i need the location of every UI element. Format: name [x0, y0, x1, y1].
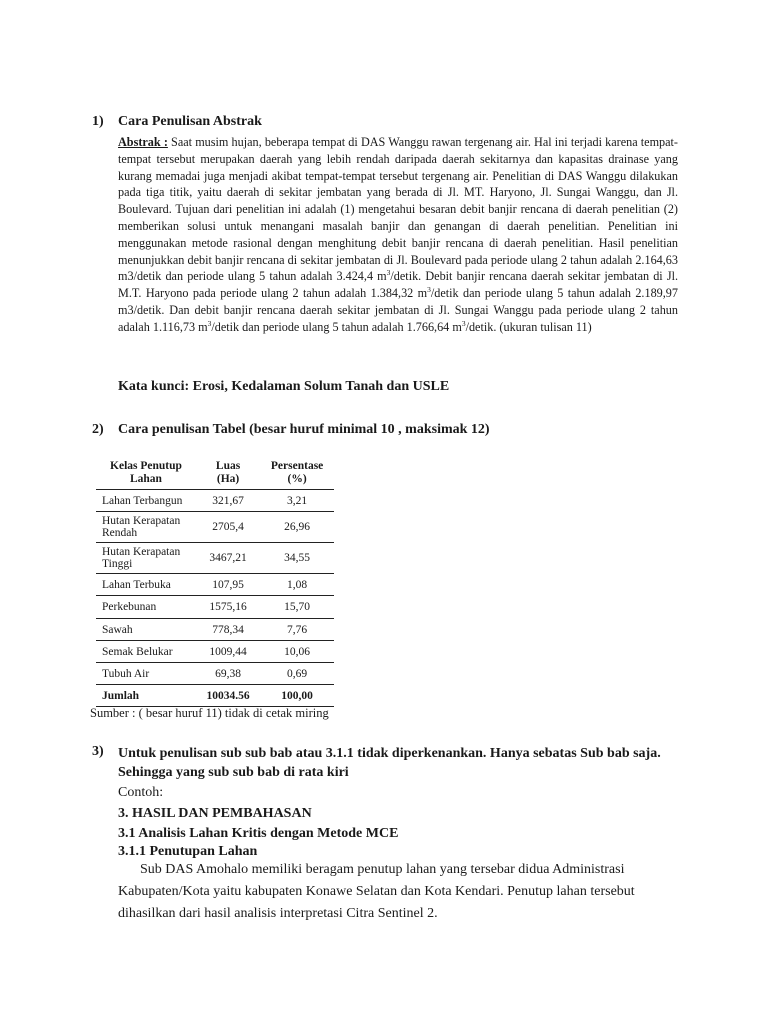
table-row [96, 663, 334, 685]
table-row [96, 543, 334, 574]
table-cell: 10034.56 [196, 685, 260, 707]
heading-subsubchapter: 3.1.1 Penutupan Lahan [118, 844, 258, 859]
table-cell: Perkebunan [96, 596, 196, 619]
table-cell: Tubuh Air [96, 663, 196, 685]
table-cell: 15,70 [260, 596, 334, 619]
table-cell: 778,34 [196, 619, 260, 641]
superscript: 3 [207, 318, 212, 328]
table-cell: Jumlah [96, 685, 196, 707]
table-cell: 26,96 [260, 512, 334, 543]
table-row [96, 574, 334, 596]
table-cell: 10,06 [260, 641, 334, 663]
superscript: 3 [427, 285, 431, 295]
section-1-title: Cara Penulisan Abstrak [118, 114, 262, 129]
section-3-number: 3) [92, 744, 104, 759]
table-header-cell: Luas (Ha) [196, 457, 260, 490]
table-row [96, 512, 334, 543]
table-header-cell: Persentase (%) [260, 457, 334, 490]
land-cover-table [96, 457, 334, 707]
table-cell: 0,69 [260, 663, 334, 685]
section-1-number: 1) [92, 114, 104, 129]
table-row [96, 619, 334, 641]
example-label: Contoh: [118, 785, 164, 800]
abstract-text-1: Saat musim hujan, beberapa tempat di DAS Wanggu rawan tergenang air. Hal ini terjadi karena tempat-tempat tersebut merupakan daerah yang lebih rendah daripada daerah sekitarnya dan kapasitas drainase yang kurang memadai juga menjadi akibat tempat-tempat tersebut tergenang air. Penelitian di DAS Wanggu dilakukan pada tiga titik, yaitu daerah di sekitar jembatan yang berada di Jl. MT. Haryono, Jl. Sungai Wanggu, dan Jl. Boulevard. Tujuan dari penelitian ini adalah (1) mengetahui besaran debit banjir rencana di daerah penelitian (2) memberikan solusi untuk menangani masalah banjir dan genangan di daerah penelitian. Penelitian ini menggunakan metode rasional dengan menghitung debit banjir rencana di daerah penelitian. Hasil penelitian menunjukkan debit banjir rencana di sekitar jembatan di Jl. Boulevard pada periode ulang 2 tahun adalah 2.164,63 m3/detik dan periode ulang 5 tahun adalah 3.424,4 m [118, 135, 678, 284]
heading-subchapter: 3.1 Analisis Lahan Kritis dengan Metode MCE [118, 826, 399, 841]
keywords-line: Kata kunci: Erosi, Kedalaman Solum Tanah dan USLE [118, 379, 450, 394]
table-cell: Hutan Kerapatan Tinggi [96, 543, 196, 574]
table-cell: Semak Belukar [96, 641, 196, 663]
abstract-text-4: /detik dan periode ulang 5 tahun adalah 1.766,64 m [211, 319, 462, 334]
section-2-title: Cara penulisan Tabel (besar huruf minimal 10 , maksimak 12) [118, 422, 490, 437]
table-row [96, 490, 334, 512]
table-row [96, 641, 334, 663]
table-total-row [96, 685, 334, 707]
table-cell: 321,67 [196, 490, 260, 512]
table-cell: 3467,21 [196, 543, 260, 574]
table-row [96, 596, 334, 619]
table-cell: 3,21 [260, 490, 334, 512]
table-cell: Lahan Terbangun [96, 490, 196, 512]
table-cell: 100,00 [260, 685, 334, 707]
section-3-title: Untuk penulisan sub sub bab atau 3.1.1 tidak diperkenankan. Hanya sebatas Sub bab saja. Sehingga yang sub sub bab di rata kiri [118, 746, 661, 780]
abstract-text-5: /detik. (ukuran tulisan 11) [465, 319, 592, 334]
abstract-paragraph [118, 134, 678, 336]
table-cell: 2705,4 [196, 512, 260, 543]
section-2-number: 2) [92, 422, 104, 437]
example-paragraph: Sub DAS Amohalo memiliki beragam penutup lahan yang tersebar didua Administrasi Kabupaten/Kota yaitu kabupaten Konawe Selatan dan Kota Kendari. Penutup lahan tersebut dihasilkan dari hasil analisis interpretasi Citra Sentinel 2. [118, 862, 635, 921]
table-cell: 1,08 [260, 574, 334, 596]
abstract-text-2: /detik. Debit banjir rencana daerah sekitar jembatan di Jl. M.T. Haryono pada periode ulang 2 tahun adalah 1.384,32 m [118, 269, 678, 301]
table-cell: Lahan Terbuka [96, 574, 196, 596]
abstract-label: Abstrak : [118, 135, 168, 149]
heading-chapter: 3. HASIL DAN PEMBAHASAN [118, 806, 312, 821]
table-cell: 34,55 [260, 543, 334, 574]
table-cell: 69,38 [196, 663, 260, 685]
table-source-note: Sumber : ( besar huruf 11) tidak di cetak miring [90, 706, 329, 720]
table-header-cell: Kelas Penutup Lahan [96, 457, 196, 490]
table-cell: 1575,16 [196, 596, 260, 619]
table-cell: Sawah [96, 619, 196, 641]
superscript: 3 [386, 268, 391, 278]
table-cell: 7,76 [260, 619, 334, 641]
table-cell: 1009,44 [196, 641, 260, 663]
table-cell: 107,95 [196, 574, 260, 596]
table-cell: Hutan Kerapatan Rendah [96, 512, 196, 543]
abstract-text-3: /detik dan periode ulang 5 tahun adalah 2.189,97 m3/detik. Dan debit banjir rencana daerah sekitar jembatan di Jl. Sungai Wanggu pada periode ulang 2 tahun adalah 1.116,73 m [118, 286, 678, 334]
superscript: 3 [461, 318, 466, 328]
